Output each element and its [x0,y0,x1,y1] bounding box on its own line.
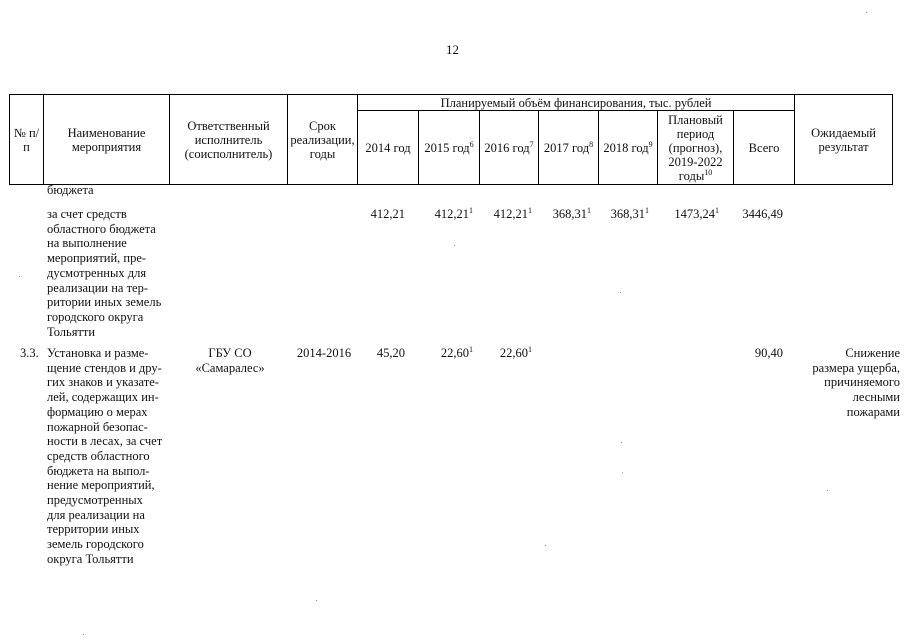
header-2016-footnote: 7 [529,139,534,149]
row-3-3-responsible [171,346,289,375]
value: 368,31 [610,207,645,221]
name-line: Тольятти [47,324,96,339]
header-2016-label: 2016 год [484,140,530,155]
name-line: средств областного [47,448,150,463]
name-line: бюджета на выпол- [47,463,150,478]
row-3-3-2014: 45,20 [376,346,405,360]
scan-speck [19,276,20,277]
result-line: пожарами [846,404,900,419]
result-line: причиняемого [824,375,900,390]
row-regional-2015 [414,207,473,222]
result-line: лесными [852,390,900,405]
header-2015-footnote: 6 [469,139,474,149]
header-index: № п/п [10,95,44,185]
header-2016 [480,111,539,185]
name-line: округа Тольятти [47,551,134,566]
row-3-3-2016 [475,346,532,361]
scan-speck [545,545,546,546]
scan-speck [621,442,622,443]
row-3-3-2015 [414,346,473,361]
value: 368,31 [552,207,587,221]
name-line: территории иных [47,522,140,537]
name-line: городского округа [47,309,144,324]
footnote: 1 [528,205,532,215]
name-line: формацию о мерах [47,404,148,419]
name-line: за счет средств [47,207,127,221]
row-3-3-result [796,346,900,420]
header-name: Наименование мероприятия [44,95,170,185]
header-planned [658,111,734,185]
row-3-3-total: 90,40 [754,346,783,360]
row-regional-2014: 412,21 [370,207,405,221]
row-regional-2018 [593,207,649,222]
scan-speck [622,472,623,473]
name-line: предусмотренных [47,493,143,508]
name-line: ности в лесах, за счет [47,434,163,449]
header-2015 [419,111,480,185]
footnote: 1 [715,205,719,215]
name-line: на выполнение [47,236,127,251]
header-funding-group: Планируемый объём финансирования, тыс. рублей [358,95,795,111]
result-line: Снижение [845,346,900,360]
row-regional-planned [653,207,719,222]
header-2014 [358,111,419,185]
value: 22,60 [440,346,469,360]
name-line: гих знаков и указате- [47,375,159,390]
footnote: 1 [645,205,649,215]
row-regional-2016 [475,207,532,222]
header-2017 [539,111,599,185]
scan-speck [83,634,84,635]
scan-speck [866,12,867,13]
name-line: нение мероприятий, [47,478,155,493]
page-number: 12 [446,42,459,57]
header-2018 [599,111,658,185]
name-line: реализации на тер- [47,280,149,295]
header-2018-label: 2018 год [603,140,649,155]
footnote: 1 [528,344,532,354]
name-line: областного бюджета [47,221,156,236]
name-line: мероприятий, пре- [47,251,147,266]
scan-speck [316,600,317,601]
footnote: 1 [469,205,473,215]
row-regional-total: 3446,49 [742,207,783,221]
value: 1473,24 [674,207,715,221]
row-3-3-name [47,346,173,567]
header-planned-label: Плановый период (прогноз), 2019-2022 годы [668,112,723,183]
name-line: ритории иных земель [47,295,162,310]
responsible-line: «Самаралес» [195,360,265,375]
header-2015-label: 2015 год [424,140,470,155]
continuation-text: бюджета [47,183,94,197]
result-line: размера ущерба, [812,360,900,375]
header-total: Всего [734,111,795,185]
header-term: Срок реализации, годы [288,95,358,185]
row-regional-2017 [534,207,591,222]
value: 412,21 [434,207,469,221]
table-header [9,94,893,185]
header-responsible: Ответственный исполнитель (соисполнитель) [170,95,288,185]
scan-speck [827,490,828,491]
name-line: щение стендов и дру- [47,360,162,375]
name-line: лей, содержащих ин- [47,390,159,405]
name-line: земель городского [47,537,144,552]
row-3-3-term: 2014-2016 [296,346,352,360]
row-3-3-index: 3.3. [20,346,39,360]
scan-speck [620,292,621,293]
header-2014-label: 2014 год [365,140,411,155]
footnote: 1 [469,344,473,354]
header-2017-label: 2017 год [543,140,590,155]
value: 412,21 [493,207,528,221]
footnote: 1 [587,205,591,215]
header-2018-footnote: 9 [648,139,653,149]
scan-speck [454,245,455,246]
header-planned-footnote: 10 [704,167,713,177]
row-regional-name [47,207,173,339]
header-result: Ожидаемый результат [795,95,893,185]
responsible-line: ГБУ СО [208,346,252,360]
name-line: пожарной безопас- [47,419,148,434]
name-line: Установка и разме- [47,346,149,360]
name-line: для реализации на [47,507,145,522]
name-line: дусмотренных для [47,265,147,280]
header-2017-footnote: 8 [589,139,594,149]
value: 22,60 [499,346,528,360]
